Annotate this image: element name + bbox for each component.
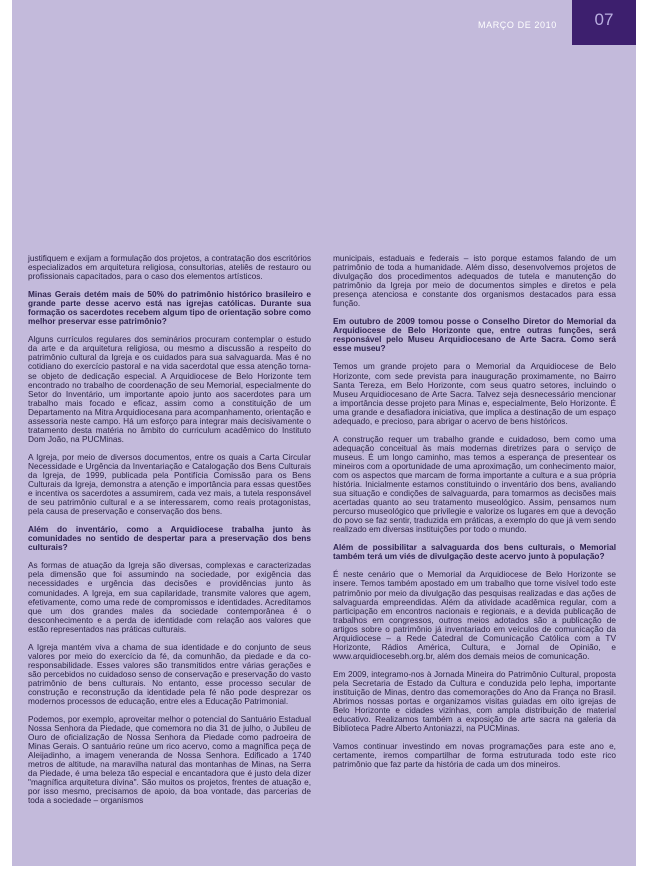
issue-date: MARÇO DE 2010 [478, 20, 557, 30]
answer-paragraph: Podemos, por exemplo, aproveitar melhor o potencial do Santuário Estadual Nossa Senhora da Piedade, que comemora no dia 31 de julho, o Jubileu de Ouro de oficialização de Nossa Senhora da Piedade como padroeira de Minas Gerais. O santuário reúne um rico acervo, como a magnífica peça de Aleijadinho, a imagem veneranda de Nossa Senhora. Edificado a 1740 metros de altitude, na maravilha natural das montanhas de Minas, na Serra da Piedade, é uma beleza tão especial e encantadora que é justo dela dizer "magnífica arquitetura divina". São muitos os projetos, frentes de atuação e, por isso mesmo, precisamos de apoio, da boa vontade, das parcerias de toda a sociedade – organismos [28, 714, 311, 806]
page-number-box [572, 0, 636, 45]
answer-paragraph: municipais, estaduais e federais – isto porque estamos falando de um patrimônio de toda a humanidade. Além disso, desenvolvemos projetos de divulgação dos procedimentos adequados de tutela e manutenção do patrimônio da Igreja por meio de documentos simples e diretos e pela presença atenciosa e constante dos organismos destacados para essa função. [333, 253, 616, 309]
right-text-column [333, 254, 616, 778]
left-text-column [28, 254, 311, 815]
interview-question: Em outubro de 2009 tomou posse o Conselho Diretor do Memorial da Arquidiocese de Belo Horizonte que, entre outras funções, será responsável pelo Museu Arquidiocesano de Arte Sacra. Como será esse museu? [333, 316, 616, 354]
interview-question: Além de possibilitar a salvaguarda dos bens culturais, o Memorial também terá um viés de divulgação deste acervo junto à população? [333, 542, 616, 562]
answer-paragraph: A Igreja mantém viva a chama de sua identidade e do conjunto de seus valores por meio do exercício da fé, da comunhão, da piedade e da co-responsabilidade. Esses valores são transmitidos entre várias gerações e são percebidos no cuidadoso senso de conservação e preservação do vasto patrimônio de bens culturais. No entanto, esse processo secular de construção e reconstrução da identidade pela fé não pode desprezar os modernos processos de educação, entre eles a Educação Patrimonial. [28, 641, 311, 707]
answer-paragraph: A Igreja, por meio de diversos documentos, entre os quais a Carta Circular Necessidade e Urgência da Inventariação e Catalogação dos Bens Culturais da Igreja, de 1999, publicada pela Pontifícia Comissão para os Bens Culturais da Igreja, demonstra a atenção e importância para essas questões e incentiva os sacerdotes a assumirem, cada vez mais, a tutela responsável de seu patrimônio cultural e a se interessarem, como reais protagonistas, pela causa de preservação e conservação dos bens. [28, 451, 311, 517]
interview-question: Minas Gerais detém mais de 50% do patrimônio histórico brasileiro e grande parte desse acervo está nas igrejas católicas. Durante sua formação os sacerdotes recebem algum tipo de orientação sobre como melhor preservar esse patrimônio? [28, 289, 311, 327]
answer-paragraph: Alguns currículos regulares dos seminários procuram contemplar o estudo da arte e da arquitetura religiosa, ou mesmo a discussão a respeito do patrimônio cultural da Igreja e os cuidados para sua salvaguarda. Mas é no cotidiano do exercício pastoral e na vida sacerdotal que essa atenção torna-se objeto de dedicação especial. A Arquidiocese de Belo Horizonte tem encontrado no trabalho de coordenação de seu Memorial, especialmente do Setor do Inventário, um importante apoio junto aos sacerdotes para um trabalho mais focado e eficaz, assim como a constituição de um Departamento na Mitra Arquidiocesana para acompanhamento, orientação e assessoria neste campo. Há um esforço para integrar mais decisivamente o tratamento desta matéria no âmbito do curriculum acadêmico do Instituto Dom João, na PUCMinas. [28, 334, 311, 444]
answer-paragraph: Temos um grande projeto para o Memorial da Arquidiocese de Belo Horizonte, com sede prevista para inauguração proximamente, no Bairro Santa Tereza, em Belo Horizonte, com seus quatro setores, incluindo o Museu Arquidiocesano de Arte Sacra. Talvez seja desnecessário mencionar a importância desse projeto para Minas e, especialmente, Belo Horizonte. É uma grande e desafiadora iniciativa, que implica a destinação de um espaço adequado, e precioso, para abrigar o acervo de bens históricos. [333, 361, 616, 426]
answer-paragraph: É neste cenário que o Memorial da Arquidiocese de Belo Horizonte se insere. Temos também apostado em um trabalho que torne visível todo este patrimônio por meio da divulgação das pesquisas realizadas e das ações de salvaguarda empreendidas. Além da atividade acadêmica regular, com a participação em encontros nacionais e regionais, e a devida publicação de trabalhos em congressos, outros meios adotados são a publicação de artigos sobre o patrimônio já inventariado em veículos de comunicação da Arquidiocese – a Rede Catedral de Comunicação Católica com a TV Horizonte, Rádios América, Cultura, e Jornal de Opinião, e www.arquidiocesebh.org.br, além dos demais meios de comunicação. [333, 569, 616, 661]
answer-paragraph: Vamos continuar investindo em novas programações para este ano e, certamente, iremos compartilhar de forma estruturada todo este rico patrimônio que faz parte da história de cada um dos mineiros. [333, 741, 616, 770]
page-number: 07 [594, 10, 614, 29]
answer-paragraph: justifiquem e exijam a formulação dos projetos, a contratação dos escritórios especializados em arquitetura religiosa, consultorias, ateliês de restauro ou profissionais capacitados, para o caso dos elementos artísticos. [28, 253, 311, 282]
answer-paragraph: Em 2009, integramo-nos à Jornada Mineira do Patrimônio Cultural, proposta pela Secretaria de Estado da Cultura e conduzida pelo Iepha, importante instituição de Minas, dentro das comemorações do Ano da França no Brasil. Abrimos nossas portas e organizamos visitas guiadas em oito igrejas de Belo Horizonte e cidades vizinhas, com ampla distribuição de material educativo. Realizamos também a exposição de arte sacra na galeria da Biblioteca Padre Alberto Antoniazzi, na PUCMinas. [333, 668, 616, 734]
interview-question: Além do inventário, como a Arquidiocese trabalha junto às comunidades no sentido de despertar para a preservação dos bens culturais? [28, 524, 311, 553]
answer-paragraph: A construção requer um trabalho grande e cuidadoso, bem como uma adequação conceitual às mais modernas diretrizes para o serviço de museus. É um longo caminho, mas temos a esperança de presentear os mineiros com a oportunidade de uma aproximação, um conhecimento maior, com os aspectos que marcam de forma importante a cultura e a sua própria história. Inicialmente estamos constituindo o inventário dos bens, avaliando sua situação e condições de salvaguarda, para tomarmos as decisões mais acertadas quanto ao seu tratamento museológico. Assim, pensamos num percurso museológico que privilegie e valorize os lugares em que a devoção do povo se faz sentir, traduzida em práticas, a exemplo do que já vem sendo realizado em diversas instituições por todo o mundo. [333, 433, 616, 535]
answer-paragraph: As formas de atuação da Igreja são diversas, complexas e caracterizadas pela dimensão que foi assumindo na sociedade, por exigência das necessidades e urgência das decisões e providências junto às comunidades. A Igreja, em sua capilaridade, transmite valores que agem, efetivamente, como uma rede de compromissos e identidades. Acreditamos que um dos grandes males da sociedade contemporânea é o desconhecimento e a perda de identidade com relação aos valores que estão representados nas práticas culturais. [28, 560, 311, 634]
